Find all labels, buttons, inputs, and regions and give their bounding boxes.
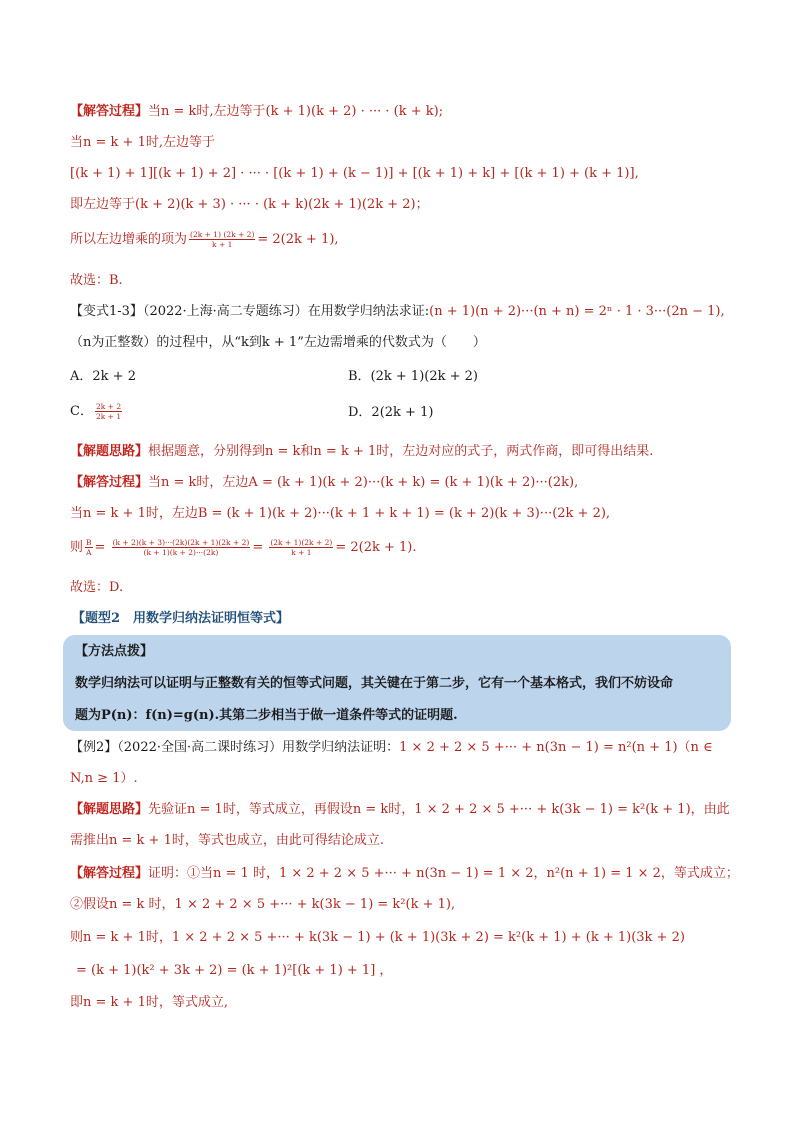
option-c-numerator: 2k + 2 (95, 402, 122, 411)
example-formula: 1 × 2 + 2 × 5 +··· + n(3n − 1) = n²(n + 1)（n ∈ (399, 740, 713, 755)
option-c-denominator: 2k + 1 (95, 412, 122, 421)
variant-formula: (n + 1)(n + 2)···(n + n) = 2ⁿ · 1 · 3···(2n − 1), (429, 304, 725, 319)
solution-line-2: 当n = k + 1时,左边等于 (70, 135, 215, 150)
solution-line-3: [(k + 1) + 1][(k + 1) + 2] · ··· · [(k + 1) + (k − 1)] + [(k + 1) + k] + [(k + 1) + (k + 1)], (70, 166, 639, 181)
fraction-denominator: k + 1 (212, 240, 233, 249)
solution-line-5 (70, 230, 339, 250)
example-solution-line-1 (70, 864, 739, 884)
variant-question-line-2: （n为正整数）的过程中，从“k到k + 1”左边需增乘的代数式为（ ） (70, 335, 486, 350)
example-idea-text: 先验证n = 1时，等式成立，再假设n = k时，1 × 2 + 2 × 5 +··· + k(3k − 1) = k²(k + 1)，由此 (148, 802, 730, 817)
example-solution-line-2: ②假设n = k 时，1 × 2 + 2 × 5 +··· + k(3k − 1) = k²(k + 1), (70, 897, 456, 912)
option-c-label: C． (70, 404, 93, 419)
option-b: B．(2k + 1)(2k + 2) (348, 369, 478, 384)
ratio-fraction-2 (112, 538, 251, 557)
example-solution-line-3: 则n = k + 1时，1 × 2 + 2 × 5 +··· + k(3k − 1) + (k + 1)(3k + 2) = k²(k + 1) + (k + 1)(3k + 2) (70, 930, 685, 945)
answer-d: 故选：D. (70, 580, 124, 595)
ratio-fraction-3 (269, 538, 333, 557)
option-c-fraction (95, 402, 122, 421)
example-solution-line-5: 即n = k + 1时，等式成立, (70, 995, 228, 1010)
ratio-postfix: = 2(2k + 1). (335, 540, 417, 555)
method-line-1: 数学归纳法可以证明与正整数有关的恒等式问题，其关键在于第二步，它有一个基本格式，我们不妨设命 (75, 676, 674, 691)
solution-line-1 (70, 102, 443, 122)
idea-tag: 【解题思路】 (70, 444, 149, 459)
line5-prefix: 所以左边增乘的项为 (70, 232, 188, 247)
example-2-question (70, 738, 713, 758)
solution-text: 当n = k时,左边等于(k + 1)(k + 2) · ··· · (k + k); (148, 104, 444, 119)
example-solution-text: 证明：①当n = 1 时，1 × 2 + 2 × 5 +··· + n(3n − 1) = 1 × 2，n²(n + 1) = 1 × 2，等式成立； (148, 866, 739, 881)
variant-solution-line-3: 则 $\frac{B}{A}$ = $\frac{(k + 2)(k + 3)\cdot\cdot\cdot(2k)(2k + 1)(2k + 2)}{(k + 1)(k + 2)\cdot\cdot\cdot(2k)}$ = $\frac{(2k + 1)(2k + 2)}{k + 1}$ = 2(2k + 1). (70, 538, 417, 557)
answer-b: 故选：B. (70, 273, 123, 288)
option-a: A．2k + 2 (70, 369, 136, 384)
fraction-numerator: (2k + 1) (2k + 2) (190, 230, 255, 239)
ratio-f3-num: (2k + 1)(2k + 2) (270, 538, 333, 547)
example-solution-tag: 【解答过程】 (70, 866, 149, 881)
solution-line-4: 即左边等于(k + 2)(k + 3) · ··· · (k + k)(2k + 1)(2k + 2)； (70, 197, 429, 212)
variant-idea (70, 442, 653, 462)
ratio-prefix: 则 (70, 540, 84, 555)
variant-source: （2022·上海·高二专题练习）在用数学归纳法求证: (142, 304, 430, 319)
ratio-f2-den: (k + 1)(k + 2)···(2k) (143, 548, 219, 557)
example-solution-line-4: = (k + 1)(k² + 3k + 2) = (k + 1)²[(k + 1) + 1] ， (76, 963, 393, 978)
ratio-f1-num: B (86, 538, 92, 547)
example-source: （2022·全国·高二课时练习）用数学归纳法证明： (117, 740, 400, 755)
section-2-title: 【题型2 用数学归纳法证明恒等式】 (72, 611, 290, 626)
line5-postfix: = 2(2k + 1), (257, 232, 339, 247)
example-idea-line-2: 需推出n = k + 1时，等式也成立，由此可得结论成立. (70, 833, 384, 848)
ratio-fraction-1 (85, 538, 93, 557)
variant-solution-line-2: 当n = k + 1时，左边B = (k + 1)(k + 2)···(k + 1 + k + 1) = (k + 2)(k + 3)···(2k + 2), (70, 506, 611, 521)
variant-solution-tag: 【解答过程】 (70, 475, 149, 490)
example-idea-line-1 (70, 800, 730, 820)
example-idea-tag: 【解题思路】 (70, 802, 149, 817)
fraction (189, 230, 255, 249)
ratio-f3-den: k + 1 (291, 548, 312, 557)
method-title: 【方法点拨】 (75, 644, 154, 659)
example-tag: 【例2】 (70, 740, 118, 755)
ratio-f1-den: A (86, 548, 92, 557)
option-c (70, 402, 124, 422)
variant-1-3-question (70, 302, 725, 322)
method-line-2: 题为P(n)：f(n)=g(n).其第二步相当于做一道条件等式的证明题. (75, 708, 458, 723)
option-d: D．2(2k + 1) (348, 405, 434, 420)
solution-tag: 【解答过程】 (70, 104, 149, 119)
idea-text: 根据题意，分别得到n = k和n = k + 1时，左边对应的式子，两式作商，即可得出结果. (148, 444, 654, 459)
variant-solution-line-1 (70, 473, 578, 493)
ratio-f2-num: (k + 2)(k + 3)···(2k)(2k + 1)(2k + 2) (112, 538, 250, 547)
variant-solution-text: 当n = k时，左边A = (k + 1)(k + 2)···(k + k) = (k + 1)(k + 2)···(2k), (148, 475, 579, 490)
variant-tag: 【变式1-3】 (70, 304, 143, 319)
example-question-line-2: N,n ≥ 1）. (70, 771, 138, 786)
